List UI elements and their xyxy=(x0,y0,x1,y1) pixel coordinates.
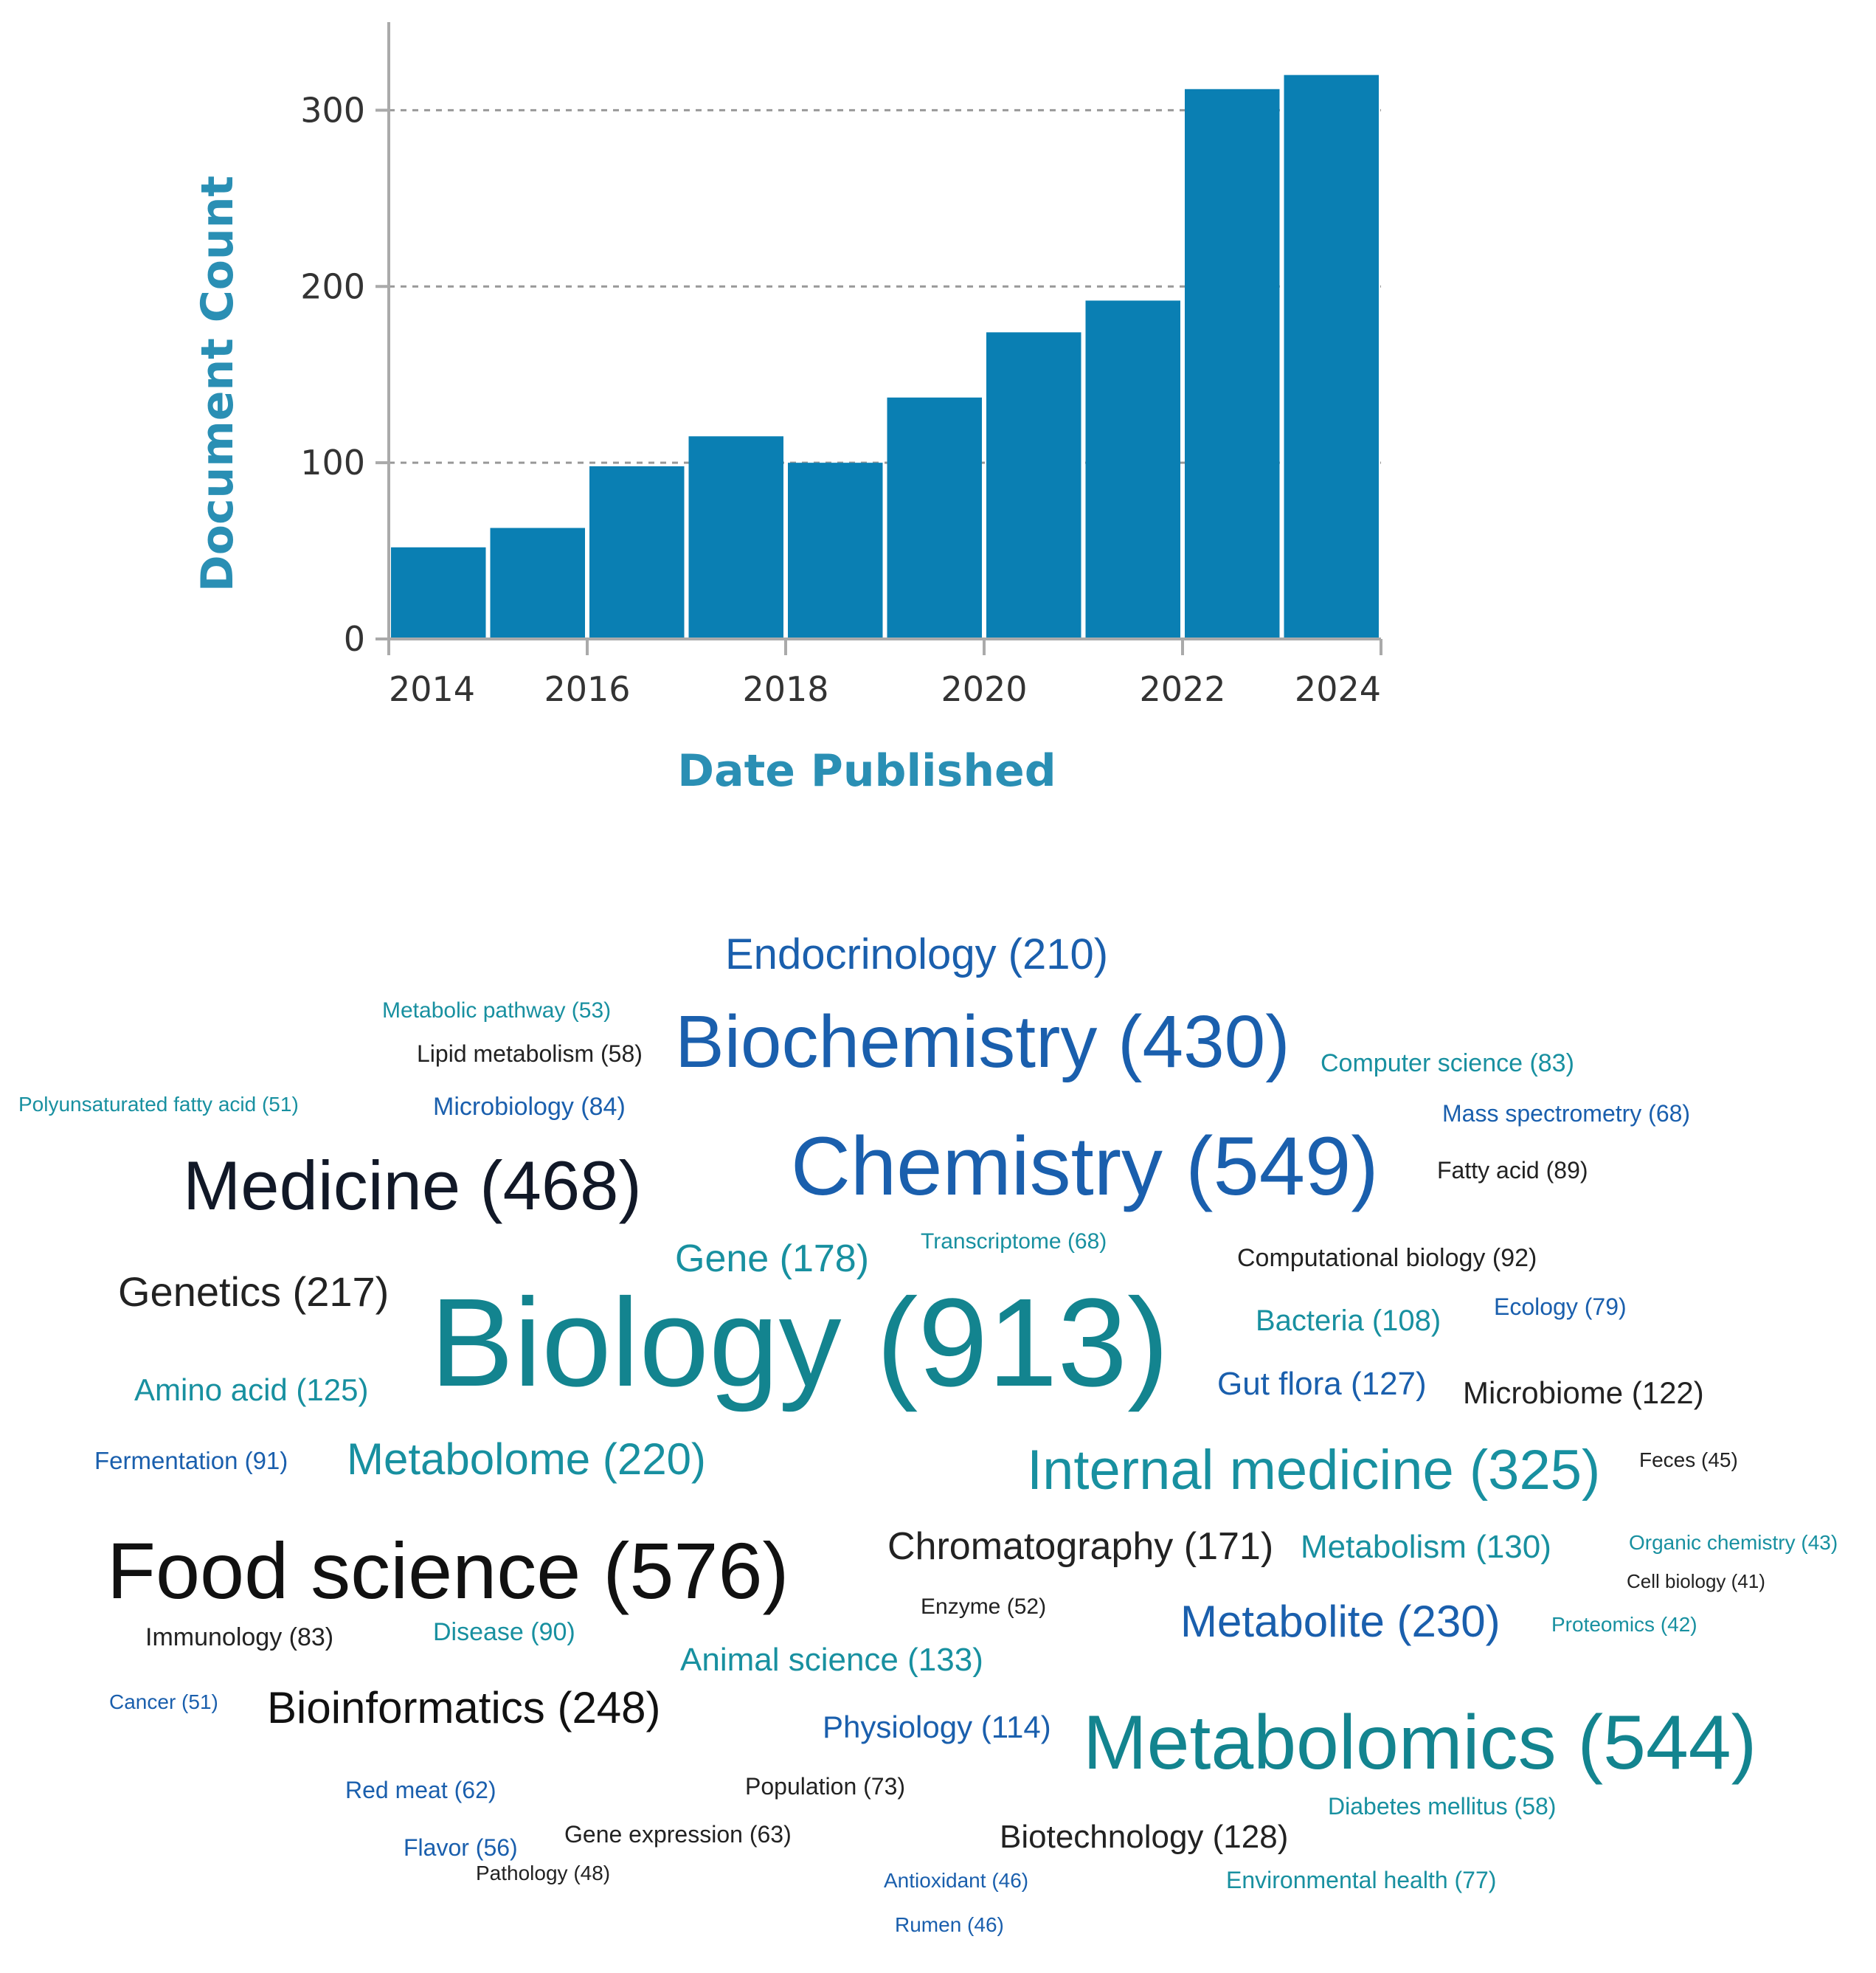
word-cloud-term[interactable]: Microbiome (122) xyxy=(1463,1375,1704,1410)
bar-2017 xyxy=(689,436,784,639)
bar-2018 xyxy=(788,463,883,639)
bar-2023 xyxy=(1284,75,1380,639)
y-tick-label-0: 0 xyxy=(343,619,365,659)
word-cloud-term[interactable]: Transcriptome (68) xyxy=(921,1229,1107,1254)
topic-word-cloud xyxy=(0,871,1876,1973)
word-cloud-term[interactable]: Antioxidant (46) xyxy=(884,1869,1029,1892)
word-cloud-term[interactable]: Metabolism (130) xyxy=(1301,1529,1551,1565)
word-cloud-term[interactable]: Bacteria (108) xyxy=(1256,1305,1441,1337)
bar-2019 xyxy=(887,398,983,639)
word-cloud-term[interactable]: Microbiology (84) xyxy=(433,1093,626,1121)
word-cloud-term[interactable]: Population (73) xyxy=(745,1773,906,1800)
y-tick-label-300: 300 xyxy=(300,90,365,131)
word-cloud-term[interactable]: Organic chemistry (43) xyxy=(1629,1531,1838,1554)
word-cloud-term[interactable]: Rumen (46) xyxy=(895,1913,1004,1936)
word-cloud-term[interactable]: Environmental health (77) xyxy=(1226,1867,1497,1893)
word-cloud-term[interactable]: Lipid metabolism (58) xyxy=(417,1040,643,1067)
word-cloud-term[interactable]: Metabolite (230) xyxy=(1180,1597,1501,1646)
word-cloud-term[interactable]: Biochemistry (430) xyxy=(675,1001,1290,1083)
word-cloud-term[interactable]: Disease (90) xyxy=(433,1618,575,1646)
bars xyxy=(391,75,1379,639)
word-cloud-term[interactable]: Medicine (468) xyxy=(183,1147,642,1224)
bar-2016 xyxy=(589,466,685,639)
word-cloud-term[interactable]: Cell biology (41) xyxy=(1627,1570,1765,1592)
bar-2022 xyxy=(1185,89,1280,639)
x-tick-label-2014: 2014 xyxy=(389,669,476,709)
word-cloud-term[interactable]: Flavor (56) xyxy=(404,1834,518,1861)
word-cloud-term[interactable]: Metabolomics (544) xyxy=(1083,1700,1757,1786)
word-cloud-term[interactable]: Polyunsaturated fatty acid (51) xyxy=(18,1093,299,1116)
word-cloud-term[interactable]: Cancer (51) xyxy=(109,1690,218,1713)
x-axis-title: Date Published xyxy=(677,745,1056,797)
bar-2021 xyxy=(1086,300,1181,639)
word-cloud-term[interactable]: Computer science (83) xyxy=(1321,1049,1574,1077)
word-cloud-term[interactable]: Enzyme (52) xyxy=(921,1594,1047,1619)
word-cloud-term[interactable]: Animal science (133) xyxy=(680,1642,983,1678)
word-cloud-term[interactable]: Ecology (79) xyxy=(1494,1293,1627,1320)
word-cloud-term[interactable]: Pathology (48) xyxy=(476,1862,611,1884)
word-cloud-term[interactable]: Metabolic pathway (53) xyxy=(382,998,612,1023)
word-cloud-term[interactable]: Gene (178) xyxy=(675,1237,870,1280)
word-cloud-term[interactable]: Biotechnology (128) xyxy=(1000,1819,1289,1855)
word-cloud-term[interactable]: Amino acid (125) xyxy=(134,1372,369,1407)
word-cloud-term[interactable]: Fermentation (91) xyxy=(94,1447,288,1474)
word-cloud-term[interactable]: Chemistry (549) xyxy=(791,1120,1379,1212)
histogram-chart xyxy=(0,0,1876,871)
bar-2020 xyxy=(986,332,1081,639)
word-cloud-term[interactable]: Feces (45) xyxy=(1639,1448,1738,1471)
word-cloud-term[interactable]: Diabetes mellitus (58) xyxy=(1328,1793,1557,1820)
x-tick-label-2018: 2018 xyxy=(742,669,829,709)
x-tick-label-2022: 2022 xyxy=(1139,669,1226,709)
word-cloud-term[interactable]: Red meat (62) xyxy=(345,1777,496,1803)
word-cloud-term[interactable]: Internal medicine (325) xyxy=(1027,1439,1601,1502)
word-cloud-term[interactable]: Gut flora (127) xyxy=(1217,1366,1427,1402)
bar-2015 xyxy=(491,528,586,639)
x-tick-label-2024: 2024 xyxy=(1294,669,1381,709)
word-cloud-term[interactable]: Proteomics (42) xyxy=(1551,1613,1697,1636)
word-cloud-term[interactable]: Metabolome (220) xyxy=(347,1434,706,1484)
word-cloud-term[interactable]: Chromatography (171) xyxy=(887,1525,1274,1568)
y-tick-label-100: 100 xyxy=(300,443,365,483)
y-tick-label-200: 200 xyxy=(300,266,365,307)
word-cloud-term[interactable]: Computational biology (92) xyxy=(1237,1244,1537,1272)
word-cloud-term[interactable]: Mass spectrometry (68) xyxy=(1442,1100,1691,1127)
word-cloud-term[interactable]: Immunology (83) xyxy=(145,1623,334,1651)
bar-2014 xyxy=(391,547,486,639)
word-cloud-term[interactable]: Gene expression (63) xyxy=(564,1821,792,1848)
x-tick-label-2016: 2016 xyxy=(544,669,631,709)
word-cloud-term[interactable]: Bioinformatics (248) xyxy=(267,1683,661,1732)
word-cloud-term[interactable]: Endocrinology (210) xyxy=(725,930,1109,978)
word-cloud-term[interactable]: Biology (913) xyxy=(430,1273,1169,1413)
word-cloud-term[interactable]: Genetics (217) xyxy=(118,1268,390,1315)
y-axis-title: Document Count xyxy=(192,175,243,592)
word-cloud-term[interactable]: Physiology (114) xyxy=(823,1710,1051,1744)
word-cloud-term[interactable]: Food science (576) xyxy=(107,1526,789,1615)
x-tick-label-2020: 2020 xyxy=(941,669,1028,709)
word-cloud-term[interactable]: Fatty acid (89) xyxy=(1437,1157,1588,1184)
